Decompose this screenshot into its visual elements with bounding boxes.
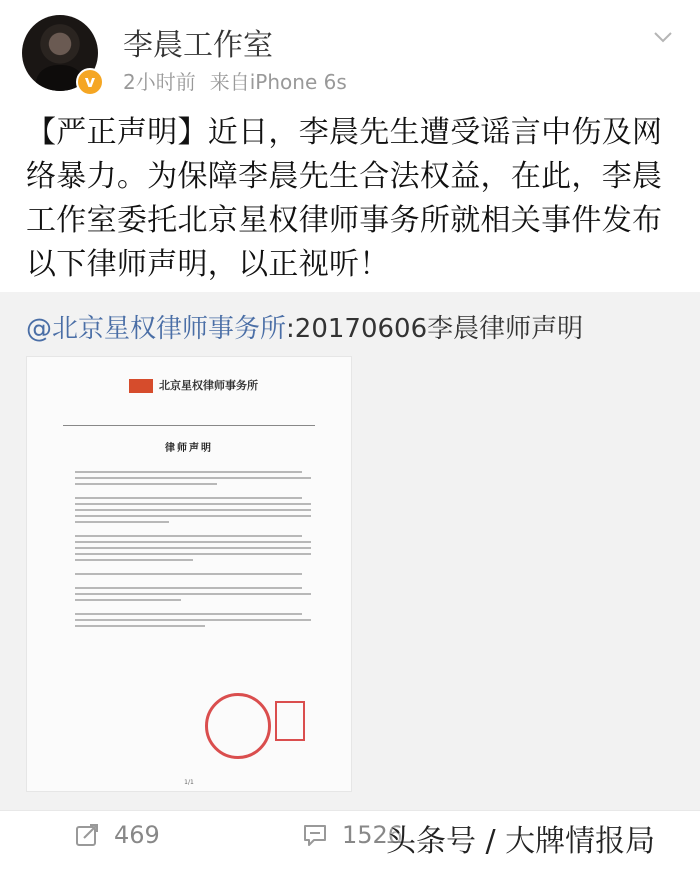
repost-title-line [26, 308, 583, 345]
firm-logo-icon [129, 379, 153, 393]
comment-count: 1526 [342, 821, 404, 849]
repost-icon [74, 822, 100, 848]
post-text: 【严正声明】近日，李晨先生遭受谣言中伤及网络暴力。为保障李晨先生合法权益，在此，李晨工作室委托北京星权律师事务所就相关事件发布以下律师声明，以正视听！ [26, 115, 663, 282]
post-time: 2小时前 [123, 70, 196, 94]
repost-card[interactable] [0, 292, 700, 810]
verified-badge-icon: v [76, 68, 104, 96]
repost-count: 469 [114, 821, 160, 849]
post-source: 来自iPhone 6s [209, 70, 347, 94]
watermark: 头条号 / 大牌情报局 [386, 824, 656, 859]
comment-icon [302, 822, 328, 848]
doc-firm-name: 北京星权律师事务所 [159, 379, 258, 392]
post-meta [123, 66, 347, 95]
repost-title: :20170606李晨律师声明 [286, 314, 584, 344]
doc-page-number: 1/1 [184, 779, 194, 786]
repost-button[interactable] [74, 821, 160, 849]
doc-body [75, 471, 311, 631]
firm-seal-icon [205, 693, 271, 759]
doc-divider [63, 425, 315, 426]
mention-link[interactable]: @北京星权律师事务所 [26, 314, 287, 344]
statement-image[interactable] [26, 356, 352, 792]
chevron-down-icon[interactable] [652, 26, 674, 48]
post-header [0, 0, 700, 105]
lawyer-stamp-icon [275, 701, 305, 741]
doc-heading: 律师声明 [165, 443, 213, 454]
account-name[interactable]: 李晨工作室 [123, 28, 273, 63]
